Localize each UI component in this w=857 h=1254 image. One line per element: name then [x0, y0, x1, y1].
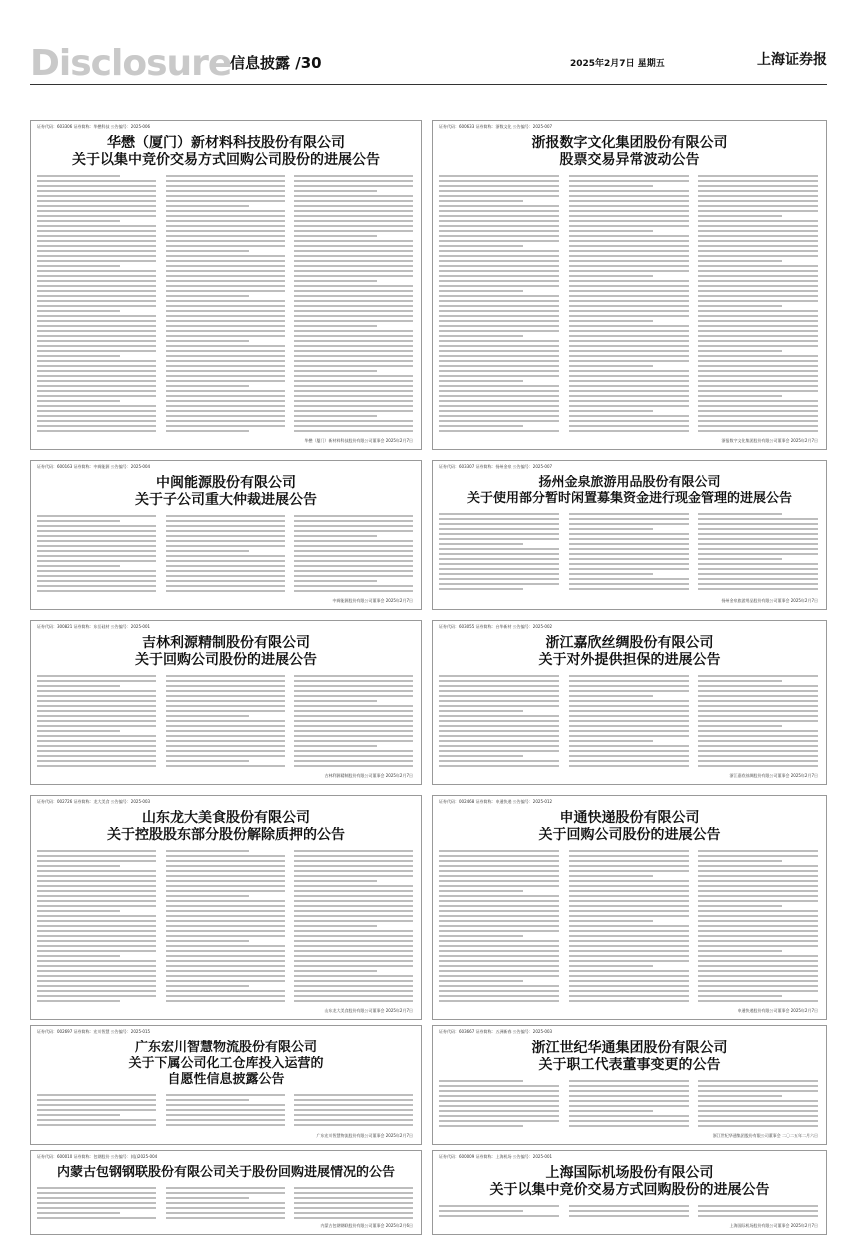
announcement-5 [30, 620, 422, 785]
announcement-codes: 证券代码：002468 证券简称：申通快递 公告编号：2025-012 [439, 799, 553, 804]
announcement-title [439, 635, 820, 669]
issue-date: 2025年2月7日 星期五 [570, 59, 665, 69]
announcement-signature: 华懋（厦门）新材料科技股份有限公司董事会 2025年2月7日 [304, 438, 413, 443]
announcement-codes: 证券代码：600010 证券简称：包钢股份 公告编号：(临)2025-004 [37, 1154, 158, 1159]
announcement-title-line: 关于以集中竞价交易方式回购股份的进展公告 [489, 1182, 770, 1198]
announcement-12 [432, 1150, 827, 1235]
announcement-title [37, 475, 415, 509]
announcement-title [37, 810, 415, 844]
announcement-codes: 证券代码：600163 证券简称：中闽能源 公告编号：2025-004 [37, 464, 151, 469]
announcement-codes: 证券代码：603306 证券简称：华懋科技 公告编号：2025-006 [37, 124, 151, 129]
announcement-11 [30, 1150, 422, 1235]
announcement-signature: 浙江世纪华通集团股份有限公司董事会 二〇二五年二月六日 [712, 1133, 818, 1138]
announcement-title-line: 浙江世纪华通集团股份有限公司 [531, 1040, 728, 1056]
announcement-title-line: 山东龙大美食股份有限公司 [142, 810, 310, 826]
announcement-signature: 内蒙古包钢钢联股份有限公司董事会 2025年2月6日 [320, 1223, 413, 1228]
announcement-title-line: 关于职工代表董事变更的公告 [538, 1057, 721, 1073]
section-title: 信息披露 /30 [230, 54, 322, 72]
announcement-title [439, 1165, 820, 1199]
announcement-signature: 吉林利源精制股份有限公司董事会 2025年2月7日 [324, 773, 413, 778]
announcement-body [439, 1080, 820, 1130]
announcement-6 [432, 620, 827, 785]
announcement-title [37, 635, 415, 669]
announcement-signature: 扬州金泉旅游用品股份有限公司董事会 2025年2月7日 [721, 598, 818, 603]
announcement-4 [432, 460, 827, 610]
announcement-title [439, 810, 820, 844]
header-rule [30, 84, 827, 85]
announcement-body [439, 1205, 820, 1220]
announcement-body [37, 1094, 415, 1130]
announcement-3 [30, 460, 422, 610]
announcement-body [37, 1187, 415, 1220]
announcement-body [37, 675, 415, 770]
announcement-title [439, 475, 820, 507]
announcement-title-line: 关于回购公司股份的进展公告 [135, 652, 317, 668]
announcement-signature: 上海国际机场股份有限公司董事会 2025年2月7日 [729, 1223, 818, 1228]
announcement-body [439, 175, 820, 435]
announcement-codes: 证券代码：603055 证券简称：台华新材 公告编号：2025-002 [439, 624, 553, 629]
announcement-body [37, 850, 415, 1005]
announcement-title-line: 中闽能源股份有限公司 [156, 475, 296, 491]
masthead [30, 43, 827, 84]
announcement-title-line: 申通快递股份有限公司 [559, 810, 700, 826]
announcement-title-line: 关于控股股东部分股份解除质押的公告 [107, 827, 345, 843]
announcement-body [37, 515, 415, 595]
announcement-8 [432, 795, 827, 1020]
announcement-codes: 证券代码：300821 证券简称：东岳硅材 公告编号：2025-001 [37, 624, 151, 629]
announcement-signature: 申通快递股份有限公司董事会 2025年2月7日 [737, 1008, 818, 1013]
announcement-codes: 证券代码：002697 证券简称：宏川智慧 公告编号：2025-015 [37, 1029, 151, 1034]
announcement-title [439, 1040, 820, 1074]
announcement-signature: 浙江嘉欣丝绸股份有限公司董事会 2025年2月7日 [729, 773, 818, 778]
announcement-signature: 中闽能源股份有限公司董事会 2025年2月7日 [332, 598, 413, 603]
announcement-title-line: 关于子公司重大仲裁进展公告 [135, 492, 317, 508]
announcement-7 [30, 795, 422, 1020]
announcement-title-line: 关于使用部分暂时闲置募集资金进行现金管理的进展公告 [466, 491, 792, 506]
announcement-signature: 广东宏川智慧物流股份有限公司董事会 2025年2月7日 [316, 1133, 413, 1138]
announcement-body [439, 513, 820, 595]
announcement-signature: 浙报数字文化集团股份有限公司董事会 2025年2月7日 [721, 438, 818, 443]
announcement-body [439, 850, 820, 1005]
announcement-codes: 证券代码：603667 证券简称：五洲新春 公告编号：2025-003 [439, 1029, 553, 1034]
announcement-title [37, 1040, 415, 1088]
announcement-2 [432, 120, 827, 450]
announcement-title [439, 135, 820, 169]
announcement-title-line: 华懋（厦门）新材料科技股份有限公司 [107, 135, 345, 151]
announcement-title-line: 浙报数字文化集团股份有限公司 [531, 135, 728, 151]
announcement-codes: 证券代码：603307 证券简称：扬州金泉 公告编号：2025-007 [439, 464, 553, 469]
disclosure-logo: Disclosure [30, 43, 232, 84]
announcement-title-line: 关于以集中竞价交易方式回购公司股份的进展公告 [72, 152, 380, 168]
announcement-title-line: 自愿性信息披露公告 [167, 1072, 285, 1087]
announcement-9 [30, 1025, 422, 1145]
newspaper-name: 上海证券报 [757, 52, 827, 68]
announcement-signature: 山东龙大美食股份有限公司董事会 2025年2月7日 [324, 1008, 413, 1013]
announcement-1 [30, 120, 422, 450]
announcement-title-line: 关于下属公司化工仓库投入运营的 [128, 1056, 324, 1071]
announcement-10 [432, 1025, 827, 1145]
announcement-title-line: 浙江嘉欣丝绸股份有限公司 [545, 635, 714, 651]
announcement-codes: 证券代码：600633 证券简称：浙数文化 公告编号：2025-007 [439, 124, 553, 129]
announcement-title-line: 扬州金泉旅游用品股份有限公司 [538, 475, 721, 490]
announcement-title-line: 关于对外提供担保的进展公告 [538, 652, 721, 668]
announcement-body [439, 675, 820, 770]
announcement-body [37, 175, 415, 435]
announcement-title-line: 广东宏川智慧物流股份有限公司 [134, 1040, 317, 1055]
announcement-title-line: 股票交易异常波动公告 [559, 152, 700, 168]
announcement-codes: 证券代码：002726 证券简称：龙大美食 公告编号：2025-003 [37, 799, 151, 804]
announcement-title [37, 1165, 415, 1181]
announcement-title-line: 内蒙古包钢钢联股份有限公司关于股份回购进展情况的公告 [56, 1165, 395, 1180]
announcement-title-line: 关于回购公司股份的进展公告 [538, 827, 721, 843]
announcement-title [37, 135, 415, 169]
announcement-title-line: 上海国际机场股份有限公司 [545, 1165, 714, 1181]
announcement-codes: 证券代码：600009 证券简称：上海机场 公告编号：2025-001 [439, 1154, 553, 1159]
announcement-title-line: 吉林利源精制股份有限公司 [142, 635, 310, 651]
